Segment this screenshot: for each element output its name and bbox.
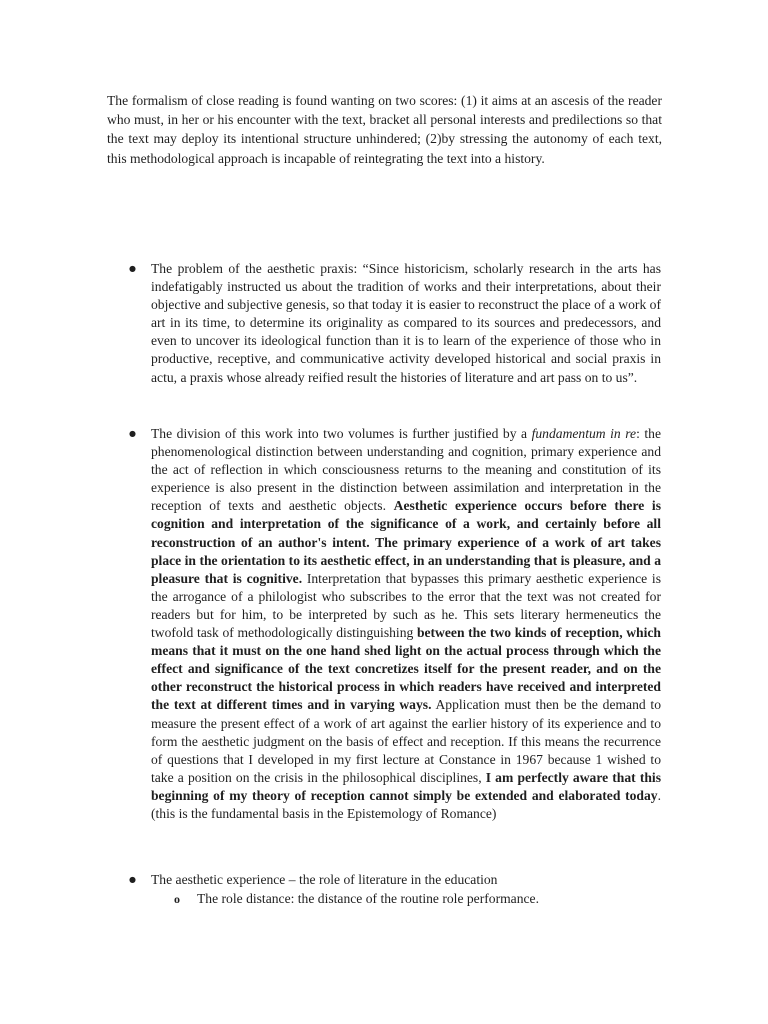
text-segment: The division of this work into two volumes is further justified by a bbox=[151, 426, 532, 441]
text-segment: Interpretation that bypasses this primary aesthetic experience is the arrogance of a philologist who subscribes to the error that the text was not created for readers but for him, to be interpreted by such as he. This sets literary hermeneutics the twofold task of methodologically distinguishing bbox=[151, 570, 661, 641]
bullet-division-of-work bbox=[151, 425, 661, 823]
text-segment: Application must then be the demand to measure the present effect of a work of art against the earlier history of its experience and to form the aesthetic judgment on the basis of effect and reception. If this means the recurrence of questions that I developed in my first lecture at Constance in 1967 because 1 wished to take a position on the crisis in the philosophical disciplines, bbox=[151, 697, 661, 785]
text-segment: . (this is the fundamental basis in the Epistemology of Romance) bbox=[151, 787, 661, 821]
bullet-aesthetic-experience: ● The aesthetic experience – the role of literature in the education bbox=[151, 871, 661, 889]
sub-bullet-marker: o bbox=[174, 892, 180, 906]
italic-term: fundamentum in re bbox=[531, 426, 637, 441]
sub-bullet-text: The role distance: the distance of the routine role performance. bbox=[197, 891, 539, 906]
text-segment: : the phenomenological distinction between understanding and cognition, primary experience and the act of reflection in which consciousness returns to the meaning and constitution of its experience is also present in the distinction between assimilation and interpretation in the reception of texts and aesthetic objects. bbox=[151, 426, 661, 514]
intro-paragraph: The formalism of close reading is found wanting on two scores: (1) it aims at an ascesis of the reader who must, in her or his encounter with the text, bracket all personal interests and predilections so that the text may deploy its intentional structure unhindered; (2)by stressing the autonomy of each text, this methodological approach is incapable of reintegrating the text into a history. bbox=[107, 93, 662, 166]
bullet-aesthetic-praxis: ● The problem of the aesthetic praxis: “Since historicism, scholarly research in the arts has indefatigably instructed us about the tradition of works and their interpretations, about their objective and subjective genesis, so that today it is easier to reconstruct the place of a work of art in its time, to determine its originality as compared to its sources and predecessors, and even to uncover its ideological function than it is to learn of the experience of those who in productive, receptive, and communicative activity developed historical and social praxis in actu, a praxis whose already reified result the histories of literature and art pass on to us”. bbox=[151, 260, 661, 387]
bold-passage: between the two kinds of reception, which means that it must on the one hand shed light on the actual process through which the effect and significance of the text concretizes itself for the present reader, and on the other reconstruct the historical process in which readers have received and interpreted the text at different times and in varying ways. bbox=[151, 625, 661, 713]
bold-passage: Aesthetic experience occurs before there is cognition and interpretation of the significance of a work, and certainly before all reconstruction of an author's intent. The primary experience of a work of art takes place in the orientation to its aesthetic effect, in an understanding that is pleasure, and a pleasure that is cognitive. bbox=[151, 498, 662, 586]
bold-passage: I am perfectly aware that this beginning of my theory of reception cannot simply be extended and elaborated today bbox=[151, 769, 661, 803]
sub-bullet-role-distance bbox=[174, 890, 657, 908]
